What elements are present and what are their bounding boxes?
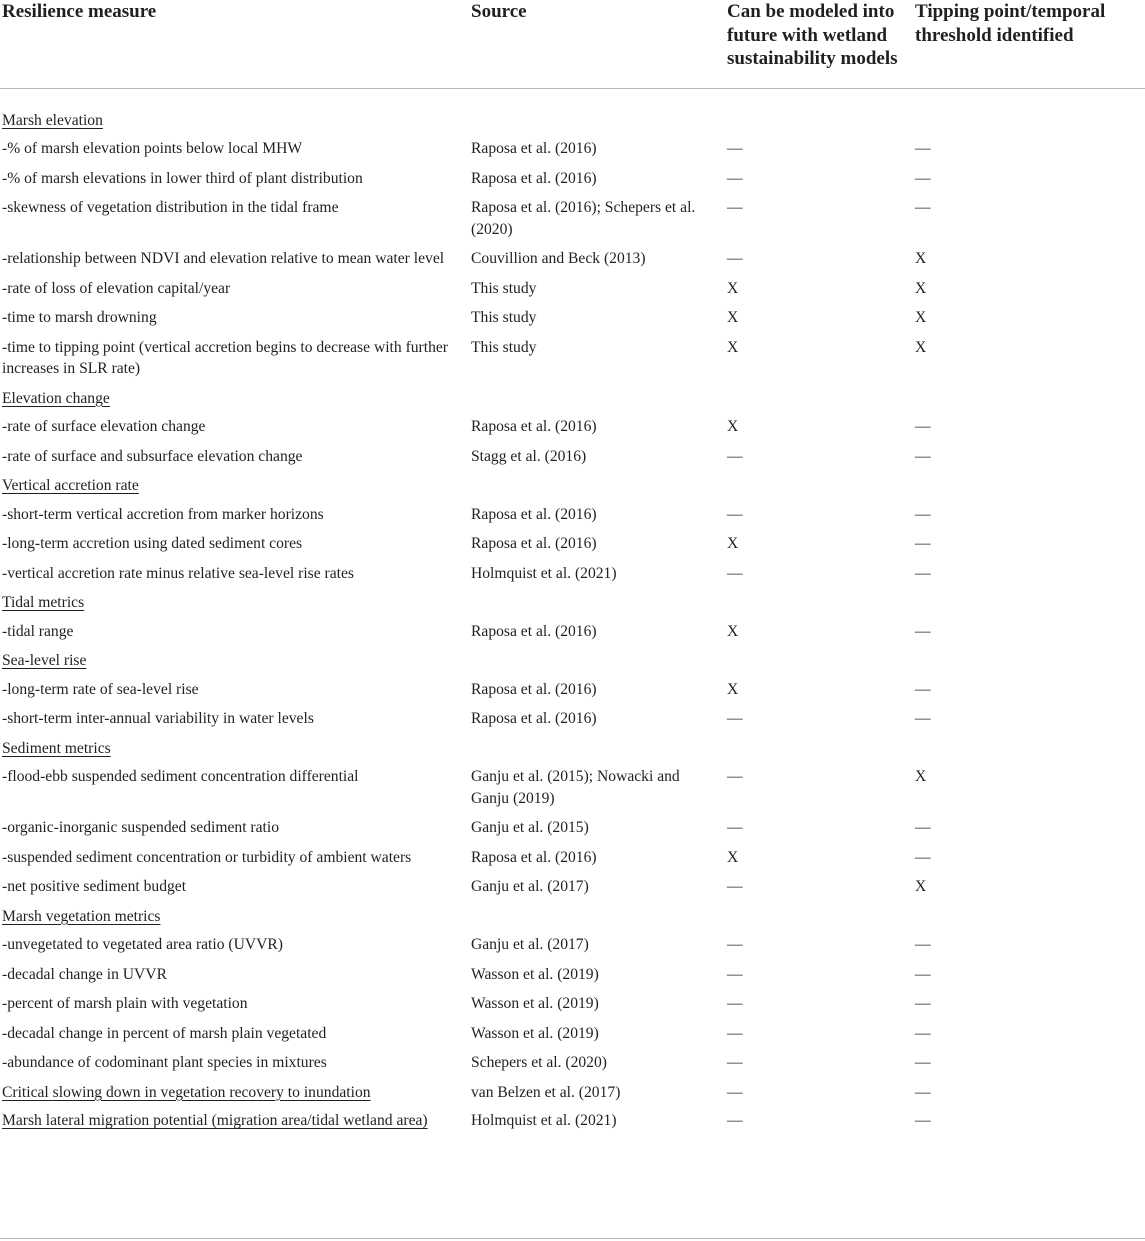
tipping-cell: — [915, 1024, 931, 1042]
modeled-cell: — [727, 1054, 743, 1071]
source-cell: Schepers et al. (2020) [471, 1054, 607, 1071]
source-cell: Raposa et al. (2016) [471, 505, 597, 523]
tipping-cell: — [915, 418, 931, 435]
measure-cell: -short-term inter-annual variability in water levels [2, 710, 314, 727]
source-cell: Raposa et al. (2016) [471, 680, 597, 698]
measure-cell: -relationship between NDVI and elevation relative to mean water level [2, 250, 445, 267]
tipping-cell [915, 646, 1145, 675]
source-cell: Raposa et al. (2016) [471, 169, 597, 187]
category-label-cell [0, 1106, 471, 1135]
tipping-cell: — [915, 995, 931, 1012]
tipping-cell: — [915, 199, 931, 216]
measure-cell: -decadal change in UVVR [2, 965, 167, 983]
category-label: Sediment metrics [2, 739, 111, 757]
table-row [0, 1048, 1145, 1078]
modeled-cell [727, 734, 915, 763]
category-label: Elevation change [2, 389, 110, 407]
source-cell: Raposa et al. (2016) [471, 710, 597, 727]
modeled-cell [727, 384, 915, 413]
measure-cell: -suspended sediment concentration or turbidity of ambient waters [2, 848, 412, 866]
source-cell [471, 588, 727, 617]
measure-cell: -% of marsh elevations in lower third of plant distribution [2, 169, 363, 187]
tipping-cell: — [915, 447, 931, 465]
source-cell: Raposa et al. (2016) [471, 848, 597, 866]
spacer-row [0, 88, 1145, 106]
tipping-cell: — [915, 936, 931, 953]
category-label-cell [0, 588, 471, 617]
category-row [0, 902, 1145, 931]
modeled-cell: — [727, 505, 743, 523]
category-label-cell [0, 471, 471, 500]
modeled-cell: — [727, 447, 743, 465]
tipping-cell [915, 471, 1145, 500]
tipping-cell: — [915, 819, 931, 836]
source-cell: This study [471, 309, 537, 326]
measure-cell: -percent of marsh plain with vegetation [2, 995, 248, 1012]
table-row [0, 704, 1145, 734]
source-cell [471, 734, 727, 763]
source-cell: Raposa et al. (2016) [471, 140, 597, 157]
measure-cell: -skewness of vegetation distribution in the tidal frame [2, 199, 339, 216]
measure-cell: -time to tipping point (vertical accretion begins to decrease with further increases in SLR rate) [2, 338, 448, 377]
modeled-cell: X [727, 309, 739, 326]
tipping-cell: X [915, 338, 927, 356]
source-cell: Holmquist et al. (2021) [471, 564, 617, 582]
table-row [0, 559, 1145, 589]
category-label: Marsh elevation [2, 111, 103, 129]
source-cell: Ganju et al. (2017) [471, 878, 589, 895]
table-row [0, 843, 1145, 873]
source-cell: Ganju et al. (2015) [471, 819, 589, 836]
tipping-cell: — [915, 710, 931, 727]
category-label: Sea-level rise [2, 652, 87, 669]
modeled-cell: — [727, 768, 743, 785]
modeled-cell: X [727, 279, 739, 297]
source-cell: van Belzen et al. (2017) [471, 1083, 621, 1101]
modeled-cell: — [727, 878, 743, 895]
tipping-cell: — [915, 564, 931, 582]
category-row [0, 588, 1145, 617]
measure-cell: -long-term accretion using dated sediment cores [2, 535, 303, 552]
category-row [0, 106, 1145, 135]
tipping-cell: — [915, 1054, 931, 1071]
modeled-cell: — [727, 199, 743, 216]
measure-cell: -vertical accretion rate minus relative sea-level rise rates [2, 564, 354, 582]
modeled-cell [727, 471, 915, 500]
tipping-cell: X [915, 878, 927, 895]
source-cell [471, 471, 727, 500]
tipping-cell: X [915, 250, 927, 267]
bottom-rule [0, 1238, 1145, 1239]
table-row [0, 529, 1145, 559]
table-row [0, 303, 1145, 333]
tipping-cell: — [915, 505, 931, 523]
modeled-cell: — [727, 995, 743, 1012]
source-cell: Wasson et al. (2019) [471, 1024, 599, 1042]
table-row [0, 274, 1145, 304]
table-row [0, 244, 1145, 274]
table-row [0, 989, 1145, 1019]
tipping-cell: — [915, 680, 931, 698]
category-label-cell [0, 734, 471, 763]
category-label-cell [0, 106, 471, 135]
source-cell [471, 106, 727, 135]
tipping-cell: — [915, 535, 931, 552]
category-row [0, 734, 1145, 763]
source-cell [471, 646, 727, 675]
table-row [0, 617, 1145, 647]
modeled-cell: — [727, 140, 743, 157]
table-row [0, 442, 1145, 472]
measure-cell: -% of marsh elevation points below local MHW [2, 140, 303, 157]
measure-cell: -organic-inorganic suspended sediment ratio [2, 819, 280, 836]
source-cell: Raposa et al. (2016) [471, 535, 597, 552]
table-row [0, 134, 1145, 164]
source-cell: Wasson et al. (2019) [471, 995, 599, 1012]
category-label-cell [0, 646, 471, 675]
modeled-cell [727, 902, 915, 931]
modeled-cell: — [727, 564, 743, 582]
category-row [0, 1106, 1145, 1135]
category-label-cell [0, 1078, 471, 1107]
tipping-cell: X [915, 279, 927, 297]
tipping-cell: X [915, 768, 927, 785]
tipping-cell: — [915, 169, 931, 187]
source-cell: Raposa et al. (2016) [471, 418, 597, 435]
header-tipping-point: Tipping point/temporal threshold identified [915, 1, 1106, 46]
source-cell: Raposa et al. (2016) [471, 622, 597, 640]
modeled-cell: — [727, 710, 743, 727]
modeled-cell [727, 588, 915, 617]
tipping-cell [915, 106, 1145, 135]
modeled-cell: — [727, 965, 743, 983]
table-row [0, 333, 1145, 384]
header-row [0, 0, 1145, 88]
modeled-cell [727, 646, 915, 675]
category-label: Vertical accretion rate [2, 477, 139, 494]
source-cell: Holmquist et al. (2021) [471, 1112, 617, 1129]
table-row [0, 960, 1145, 990]
measure-cell: -rate of surface elevation change [2, 418, 206, 435]
table-row [0, 193, 1145, 244]
source-cell: Ganju et al. (2017) [471, 936, 589, 953]
measure-cell: -abundance of codominant plant species in mixtures [2, 1054, 327, 1071]
header-source: Source [471, 1, 527, 22]
source-cell: Raposa et al. (2016); Schepers et al. (2020) [471, 199, 696, 238]
category-row [0, 646, 1145, 675]
table-row [0, 813, 1145, 843]
category-row [0, 384, 1145, 413]
source-cell: Couvillion and Beck (2013) [471, 250, 646, 267]
table-row [0, 762, 1145, 813]
modeled-cell: X [727, 535, 739, 552]
modeled-cell: — [727, 1083, 743, 1101]
category-label: Tidal metrics [2, 594, 85, 611]
source-cell: Wasson et al. (2019) [471, 965, 599, 983]
measure-cell: -long-term rate of sea-level rise [2, 680, 199, 698]
table-row [0, 872, 1145, 902]
tipping-cell: — [915, 965, 931, 983]
measure-cell: -rate of surface and subsurface elevation change [2, 447, 303, 465]
measure-cell: -rate of loss of elevation capital/year [2, 279, 231, 297]
tipping-cell: — [915, 1112, 931, 1129]
tipping-cell: — [915, 1083, 931, 1101]
tipping-cell [915, 384, 1145, 413]
tipping-cell: — [915, 622, 931, 640]
modeled-cell: X [727, 338, 739, 356]
source-cell: Stagg et al. (2016) [471, 447, 587, 465]
modeled-cell: X [727, 848, 739, 866]
category-label: Critical slowing down in vegetation recovery to inundation [2, 1083, 371, 1101]
measure-cell: -decadal change in percent of marsh plain vegetated [2, 1024, 327, 1042]
category-label: Marsh vegetation metrics [2, 907, 161, 925]
measure-cell: -short-term vertical accretion from marker horizons [2, 505, 324, 523]
category-row [0, 1078, 1145, 1107]
category-row [0, 471, 1145, 500]
modeled-cell: — [727, 250, 743, 267]
tipping-cell: — [915, 848, 931, 866]
category-label-cell [0, 902, 471, 931]
table-body [0, 88, 1145, 1135]
modeled-cell: — [727, 936, 743, 953]
header-resilience-measure: Resilience measure [2, 1, 157, 22]
tipping-cell: — [915, 140, 931, 157]
measure-cell: -tidal range [2, 622, 74, 640]
header-modeled: Can be modeled into future with wetland sustainability models [727, 1, 898, 69]
source-cell: Ganju et al. (2015); Nowacki and Ganju (2019) [471, 768, 680, 807]
table-row [0, 500, 1145, 530]
tipping-cell [915, 588, 1145, 617]
modeled-cell: — [727, 819, 743, 836]
source-cell [471, 902, 727, 931]
modeled-cell: X [727, 622, 739, 640]
table-row [0, 164, 1145, 194]
category-label-cell [0, 384, 471, 413]
tipping-cell: X [915, 309, 927, 326]
source-cell: This study [471, 338, 537, 356]
modeled-cell: — [727, 169, 743, 187]
table-row [0, 1019, 1145, 1049]
category-label: Marsh lateral migration potential (migration area/tidal wetland area) [2, 1112, 428, 1129]
modeled-cell [727, 106, 915, 135]
measure-cell: -flood-ebb suspended sediment concentration differential [2, 768, 359, 785]
modeled-cell: X [727, 418, 739, 435]
tipping-cell [915, 734, 1145, 763]
modeled-cell: — [727, 1024, 743, 1042]
measure-cell: -time to marsh drowning [2, 309, 157, 326]
table-row [0, 675, 1145, 705]
source-cell: This study [471, 279, 537, 297]
measure-cell: -unvegetated to vegetated area ratio (UVVR) [2, 936, 283, 953]
table-row [0, 930, 1145, 960]
table-row [0, 412, 1145, 442]
measure-cell: -net positive sediment budget [2, 878, 187, 895]
tipping-cell [915, 902, 1145, 931]
source-cell [471, 384, 727, 413]
modeled-cell: — [727, 1112, 743, 1129]
modeled-cell: X [727, 680, 739, 698]
